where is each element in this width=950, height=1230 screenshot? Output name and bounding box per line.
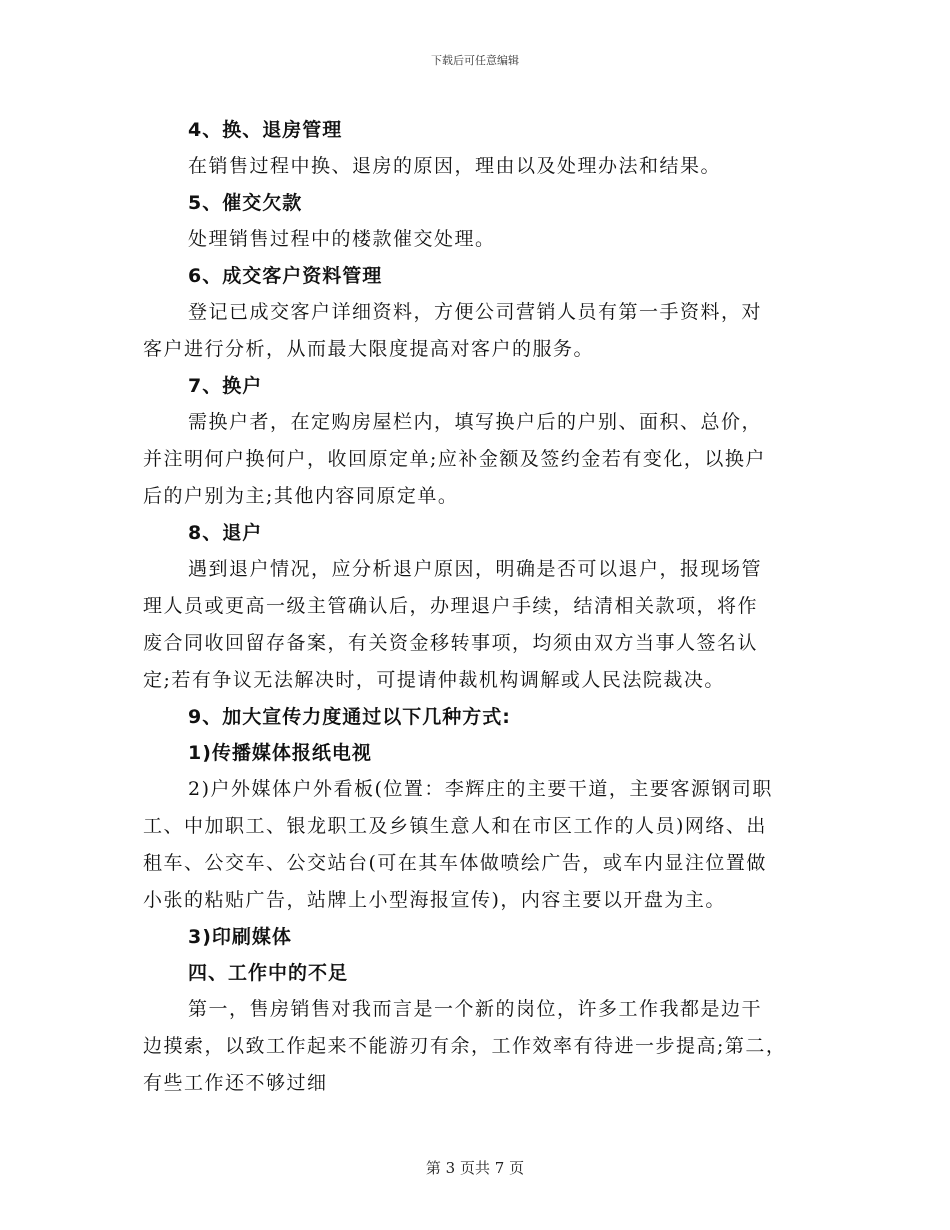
paragraph-line: 客户进行分析，从而最大限度提高对客户的服务。 — [143, 338, 595, 360]
paragraph — [143, 148, 811, 185]
section-heading: 4、换、退房管理 — [188, 119, 343, 141]
paragraph-line: 2)户外媒体户外看板(位置：李辉庄的主要干道，主要客源钢司职 — [188, 778, 773, 800]
section-heading: 5、催交欠款 — [188, 192, 303, 214]
paragraph-line: 第一，售房销售对我而言是一个新的岗位，许多工作我都是边干 — [188, 998, 763, 1020]
section-heading: 6、成交客户资料管理 — [188, 265, 383, 287]
section-heading: 7、换户 — [188, 375, 263, 397]
paragraph-line: 小张的粘贴广告，站牌上小型海报宣传)，内容主要以开盘为主。 — [143, 889, 726, 911]
paragraph-line: 后的户别为主;其他内容同原定单。 — [143, 485, 459, 507]
paragraph — [143, 551, 811, 699]
section-heading: 8、退户 — [188, 522, 263, 544]
page-header: 下载后可任意编辑 — [431, 54, 519, 67]
page-footer: 第 3 页共 7 页 — [425, 1159, 525, 1177]
paragraph-line: 遇到退户情况，应分析退户原因，明确是否可以退户，报现场管 — [188, 558, 763, 580]
document-body — [143, 112, 811, 1102]
paragraph-line: 处理销售过程中的楼款催交处理。 — [188, 228, 496, 250]
section-heading: 四、工作中的不足 — [188, 962, 349, 984]
section-heading: 9、加大宣传力度通过以下几种方式: — [188, 706, 511, 728]
paragraph-line: 在销售过程中换、退房的原因，理由以及处理办法和结果。 — [188, 155, 722, 177]
paragraph — [143, 221, 811, 258]
paragraph-line: 定;若有争议无法解决时，可提请仲裁机构调解或人民法院裁决。 — [143, 669, 725, 691]
paragraph-line: 并注明何户换何户，收回原定单;应补金额及签约金若有变化，以换户 — [143, 448, 766, 470]
paragraph-line: 有些工作还不够过细 — [143, 1072, 328, 1094]
paragraph-line: 工、中加职工、银龙职工及乡镇生意人和在市区工作的人员)网络、出 — [143, 815, 767, 837]
paragraph-line: 废合同收回留存备案，有关资金移转事项，均须由双方当事人签名认 — [143, 632, 759, 654]
paragraph — [143, 771, 811, 919]
paragraph-line: 需换户者，在定购房屋栏内，填写换户后的户别、面积、总价， — [188, 411, 763, 433]
paragraph — [143, 991, 811, 1102]
paragraph-line: 边摸索，以致工作起来不能游刃有余，工作效率有待进一步提高;第二， — [143, 1035, 787, 1057]
section-heading: 3)印刷媒体 — [188, 926, 292, 948]
paragraph-line: 理人员或更高一级主管确认后，办理退户手续，结清相关款项，将作 — [143, 595, 759, 617]
paragraph-line: 登记已成交客户详细资料，方便公司营销人员有第一手资料，对 — [188, 301, 763, 323]
paragraph — [143, 294, 811, 368]
paragraph — [143, 404, 811, 515]
paragraph-line: 租车、公交车、公交站台(可在其车体做喷绘广告，或车内显注位置做 — [143, 852, 767, 874]
section-heading: 1)传播媒体报纸电视 — [188, 742, 372, 764]
